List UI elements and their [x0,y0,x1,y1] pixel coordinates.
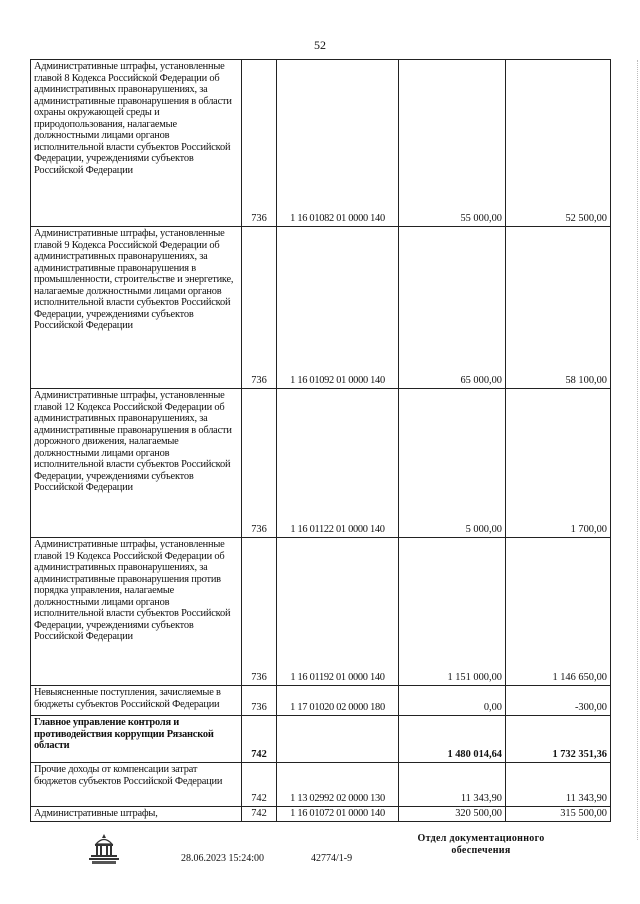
actual-amount-cell: 1 146 650,00 [506,538,611,686]
actual-amount-cell: 1 700,00 [506,389,611,538]
admin-code-cell: 742 [242,716,277,763]
registration-number: 42774/1-9 [311,853,353,864]
revenue-table [30,59,611,822]
admin-code-cell: 742 [242,763,277,807]
table-row [31,538,611,686]
admin-code-cell: 736 [242,60,277,227]
actual-amount-cell: 315 500,00 [506,807,611,822]
budget-code-cell: 1 16 01192 01 0000 140 [277,538,399,686]
planned-amount-cell: 320 500,00 [399,807,506,822]
income-name-cell: Административные штрафы, установленные главой 8 Кодекса Российской Федерации об административных правонарушениях, за административные правонарушения в области охраны окружающей среды и природопользования, налагаемые должностными лицами органов исполнительной власти субъектов Российской Федерации, учреждениями субъектов Российской Федерации [31,60,242,227]
budget-code-cell: 1 16 01092 01 0000 140 [277,227,399,389]
income-name-cell: Прочие доходы от компенсации затрат бюджетов субъектов Российской Федерации [31,763,242,807]
income-name-cell: Административные штрафы, установленные главой 19 Кодекса Российской Федерации об административных правонарушениях, за административные правонарушения против порядка управления, налагаемые должностными лицами органов исполнительной власти субъектов Российской Федерации, учреждениями субъектов Российской Федерации [31,538,242,686]
table-row [31,389,611,538]
department-stamp [402,833,560,857]
income-name-cell: Невыясненные поступления, зачисляемые в бюджеты субъектов Российской Федерации [31,686,242,716]
planned-amount-cell: 0,00 [399,686,506,716]
admin-code-cell: 736 [242,686,277,716]
table-row [31,60,611,227]
admin-code-cell: 736 [242,227,277,389]
table-row [31,763,611,807]
planned-amount-cell: 55 000,00 [399,60,506,227]
budget-code-cell: 1 17 01020 02 0000 180 [277,686,399,716]
table-row [31,227,611,389]
planned-amount-cell: 1 480 014,64 [399,716,506,763]
department-stamp-line1: Отдел документационного [417,833,545,844]
planned-amount-cell: 1 151 000,00 [399,538,506,686]
actual-amount-cell: 11 343,90 [506,763,611,807]
budget-code-cell [277,716,399,763]
admin-code-cell: 736 [242,389,277,538]
actual-amount-cell: 52 500,00 [506,60,611,227]
signature-date: 28.06.2023 15:24:00 [181,853,265,864]
planned-amount-cell: 65 000,00 [399,227,506,389]
department-stamp-line2: обеспечения [451,845,511,856]
actual-amount-cell: 58 100,00 [506,227,611,389]
planned-amount-cell: 5 000,00 [399,389,506,538]
income-name-cell: Административные штрафы, установленные главой 12 Кодекса Российской Федерации об административных правонарушениях, за административные правонарушения в области дорожного движения, налагаемые должностными лицами органов исполнительной власти субъектов Российской Федерации, учреждениями субъектов Российской Федерации [31,389,242,538]
page-number: 52 [314,38,326,52]
table-row-section-total [31,716,611,763]
admin-code-cell: 736 [242,538,277,686]
income-name-cell: Главное управление контроля и противодействия коррупции Рязанской области [31,716,242,763]
budget-code-cell: 1 13 02992 02 0000 130 [277,763,399,807]
budget-code-cell: 1 16 01082 01 0000 140 [277,60,399,227]
income-name-cell: Административные штрафы, [31,807,242,822]
table-row [31,807,611,822]
scan-edge-marks [635,60,638,840]
budget-code-cell: 1 16 01122 01 0000 140 [277,389,399,538]
table-row [31,686,611,716]
duma-building-logo-icon [86,832,122,866]
admin-code-cell: 742 [242,807,277,822]
planned-amount-cell: 11 343,90 [399,763,506,807]
income-name-cell: Административные штрафы, установленные главой 9 Кодекса Российской Федерации об административных правонарушениях, за административные правонарушения в промышленности, строительстве и энергетике, налагаемые должностными лицами органов исполнительной власти субъектов Российской Федерации, учреждениями субъектов Российской Федерации [31,227,242,389]
budget-code-cell: 1 16 01072 01 0000 140 [277,807,399,822]
actual-amount-cell: 1 732 351,36 [506,716,611,763]
actual-amount-cell: -300,00 [506,686,611,716]
